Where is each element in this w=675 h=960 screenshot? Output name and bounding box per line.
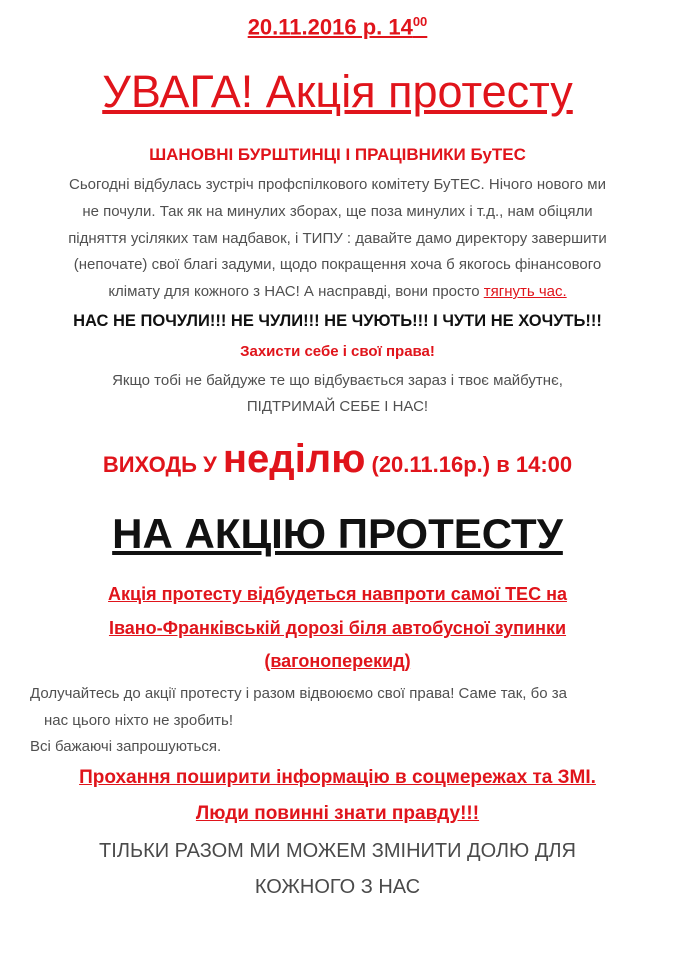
time-minutes: 00: [412, 14, 428, 29]
share-line: Прохання поширити інформацію в соцмережах та ЗМІ.: [79, 767, 596, 788]
date-text: 20.11.2016 р. 14: [247, 14, 413, 40]
join-line: Всі бажаючі запрошуються.: [30, 738, 222, 755]
date-line: [0, 14, 675, 40]
greeting: ШАНОВНІ БУРШТИНЦІ І ПРАЦІВНИКИ БуТЕС: [149, 145, 526, 164]
join-line: Долучайтесь до акції протесту і разом відвоюємо свої права! Саме так, бо за: [30, 685, 567, 702]
para1-line: (непочате) свої благі задуми, щодо покращення хоча б якогось фінансового: [73, 256, 602, 273]
share-line: Люди повинні знати правду!!!: [195, 803, 480, 824]
location-line: Акція протесту відбудеться навпроти самої ТЕС на: [108, 584, 567, 604]
para1-last-text: клімату для кожного з НАС! А насправді, вони просто: [108, 283, 484, 300]
care-line: ПІДТРИМАЙ СЕБЕ І НАС!: [246, 398, 429, 415]
defend-rights: Захисти себе і свої права!: [240, 343, 435, 360]
exit-prefix: ВИХОДЬ У: [102, 452, 223, 477]
together-line: КОЖНОГО З НАС: [254, 876, 421, 898]
location-line: (вагоноперекид): [264, 651, 411, 671]
join-line: нас цього ніхто не зробить!: [44, 712, 234, 729]
para1-line: [0, 283, 675, 300]
care-line: Якщо тобі не байдуже те що відбувається зараз і твоє майбутнє,: [112, 372, 563, 389]
para1-line: не почули. Так як на минулих зборах, ще поза минулих і т.д., нам обіцяли: [82, 203, 593, 220]
protest-heading: НА АКЦІЮ ПРОТЕСТУ: [112, 510, 563, 557]
exit-day: неділю: [222, 437, 366, 481]
para1-line: Сьогодні відбулась зустріч профспілкового комітету БуТЕС. Нічого нового ми: [69, 176, 606, 193]
exit-line: [0, 437, 675, 482]
para1-line: підняття усіляких там надбавок, і ТИПУ : давайте дамо директору завершити: [68, 230, 607, 247]
shout-line: НАС НЕ ПОЧУЛИ!!! НЕ ЧУЛИ!!! НЕ ЧУЮТЬ!!! І ЧУТИ НЕ ХОЧУТЬ!!!: [73, 312, 602, 330]
drag-time-link: тягнуть час.: [483, 283, 567, 300]
page-title: УВАГА! Акція протесту: [102, 66, 573, 117]
together-line: ТІЛЬКИ РАЗОМ МИ МОЖЕМ ЗМІНИТИ ДОЛЮ ДЛЯ: [99, 840, 576, 862]
exit-suffix: (20.11.16р.) в 14:00: [365, 452, 573, 477]
location-line: Івано-Франківській дорозі біля автобусної зупинки: [108, 618, 567, 638]
